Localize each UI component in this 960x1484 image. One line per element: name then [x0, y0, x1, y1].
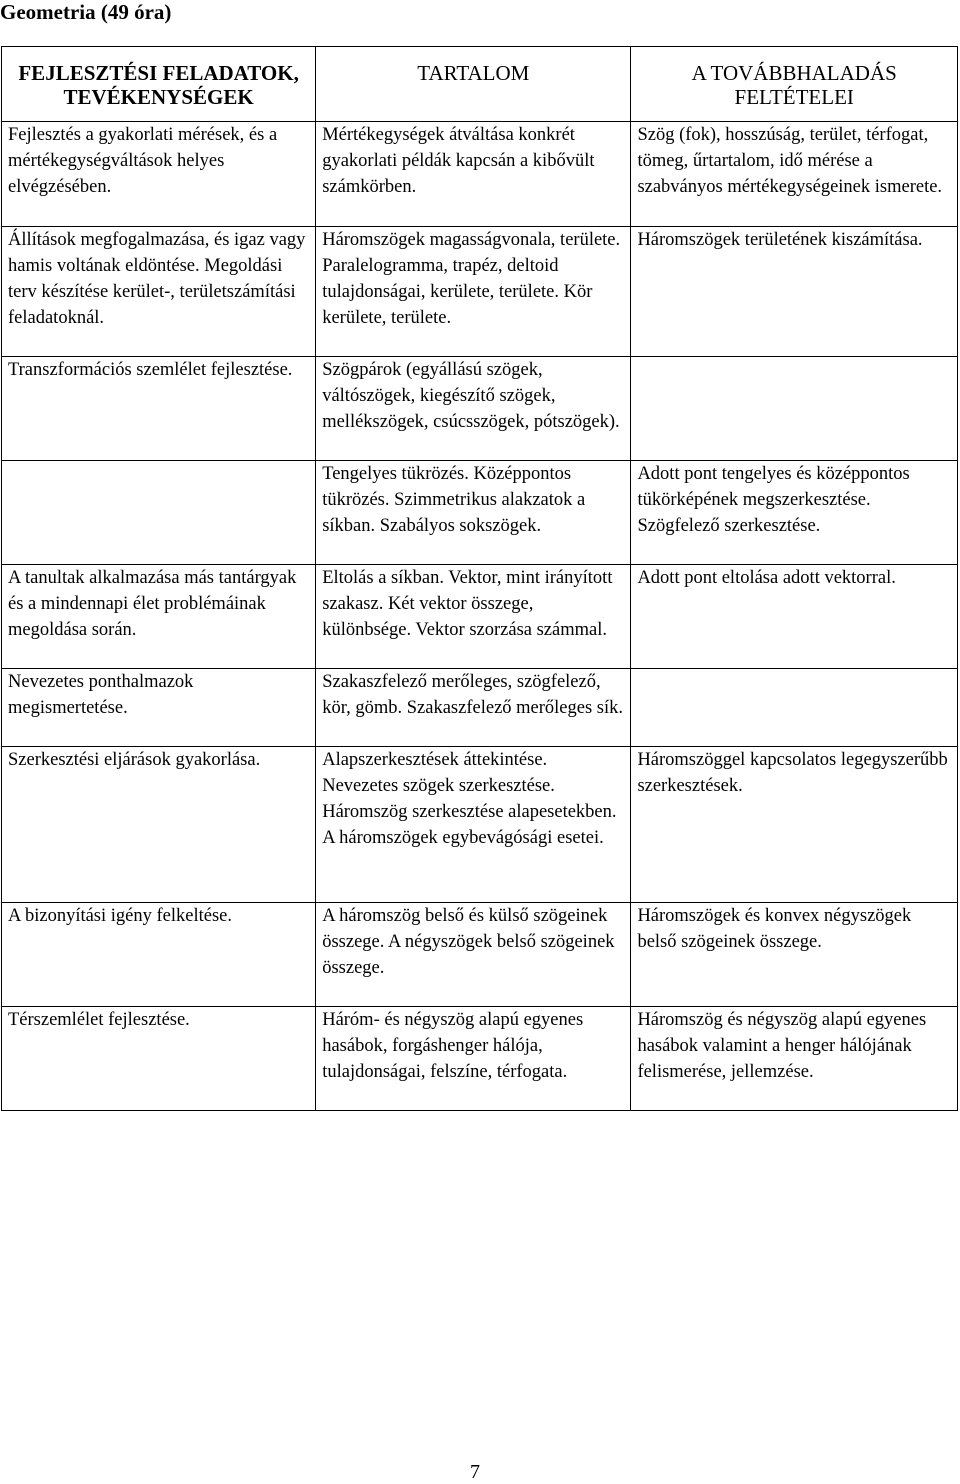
- table-row: [2, 1007, 958, 1111]
- page-number: 7: [470, 1461, 480, 1483]
- cell-content: Háróm- és négyszög alapú egyenes hasábok, forgáshenger hálója, tulajdonságai, felszíne, térfogata.: [316, 1007, 631, 1111]
- header-content: TARTALOM: [316, 47, 631, 122]
- curriculum-table: [1, 46, 958, 1111]
- table-row: [2, 227, 958, 357]
- cell-conditions: Háromszöggel kapcsolatos legegyszerűbb szerkesztések.: [631, 747, 958, 903]
- cell-conditions: Háromszög és négyszög alapú egyenes hasábok valamint a henger hálójának felismerése, jellemzése.: [631, 1007, 958, 1111]
- cell-conditions: [631, 669, 958, 747]
- cell-tasks: Állítások megfogalmazása, és igaz vagy hamis voltának eldöntése. Megoldási terv készítése kerület-, területszámítási feladatoknál.: [2, 227, 316, 357]
- cell-conditions: Szög (fok), hosszúság, terület, térfogat, tömeg, űrtartalom, idő mérése a szabványos mértékegységeinek ismerete.: [631, 122, 958, 227]
- table-row: [2, 461, 958, 565]
- table-row: [2, 669, 958, 747]
- table-header-row: [2, 47, 958, 122]
- cell-content: Szögpárok (egyállású szögek, váltószögek, kiegészítő szögek, mellékszögek, csúcsszögek, pótszögek).: [316, 357, 631, 461]
- table-row: [2, 565, 958, 669]
- table-row: [2, 747, 958, 903]
- cell-tasks: Nevezetes ponthalmazok megismertetése.: [2, 669, 316, 747]
- header-development-tasks: FEJLESZTÉSI FELADATOK, TEVÉKENYSÉGEK: [2, 47, 316, 122]
- cell-conditions: Háromszögek területének kiszámítása.: [631, 227, 958, 357]
- cell-conditions: Háromszögek és konvex négyszögek belső szögeinek összege.: [631, 903, 958, 1007]
- table-row: [2, 903, 958, 1007]
- cell-content: Eltolás a síkban. Vektor, mint irányított szakasz. Két vektor összege, különbsége. Vektor szorzása számmal.: [316, 565, 631, 669]
- cell-content: A háromszög belső és külső szögeinek összege. A négyszögek belső szögeinek összege.: [316, 903, 631, 1007]
- cell-content: Szakaszfelező merőleges, szögfelező, kör, gömb. Szakaszfelező merőleges sík.: [316, 669, 631, 747]
- cell-tasks: [2, 461, 316, 565]
- cell-tasks: A tanultak alkalmazása más tantárgyak és a mindennapi élet problémáinak megoldása során.: [2, 565, 316, 669]
- cell-conditions: [631, 357, 958, 461]
- page-title: Geometria (49 óra): [0, 0, 172, 24]
- cell-tasks: Transzformációs szemlélet fejlesztése.: [2, 357, 316, 461]
- table-row: [2, 122, 958, 227]
- cell-tasks: A bizonyítási igény felkeltése.: [2, 903, 316, 1007]
- cell-content: Tengelyes tükrözés. Középpontos tükrözés. Szimmetrikus alakzatok a síkban. Szabályos sokszögek.: [316, 461, 631, 565]
- cell-content: Mértékegységek átváltása konkrét gyakorlati példák kapcsán a kibővült számkörben.: [316, 122, 631, 227]
- cell-tasks: Szerkesztési eljárások gyakorlása.: [2, 747, 316, 903]
- header-progress-conditions: A TOVÁBBHALADÁS FELTÉTELEI: [631, 47, 958, 122]
- cell-conditions: Adott pont tengelyes és középpontos tükörképének megszerkesztése. Szögfelező szerkesztése.: [631, 461, 958, 565]
- cell-conditions: Adott pont eltolása adott vektorral.: [631, 565, 958, 669]
- cell-tasks: Fejlesztés a gyakorlati mérések, és a mértékegységváltások helyes elvégzésében.: [2, 122, 316, 227]
- cell-content: Alapszerkesztések áttekintése. Nevezetes szögek szerkesztése. Háromszög szerkesztése alapesetekben. A háromszögek egybevágósági esetei.: [316, 747, 631, 903]
- table-row: [2, 357, 958, 461]
- cell-content: Háromszögek magasságvonala, területe. Paralelogramma, trapéz, deltoid tulajdonságai, kerülete, területe. Kör kerülete, területe.: [316, 227, 631, 357]
- cell-tasks: Térszemlélet fejlesztése.: [2, 1007, 316, 1111]
